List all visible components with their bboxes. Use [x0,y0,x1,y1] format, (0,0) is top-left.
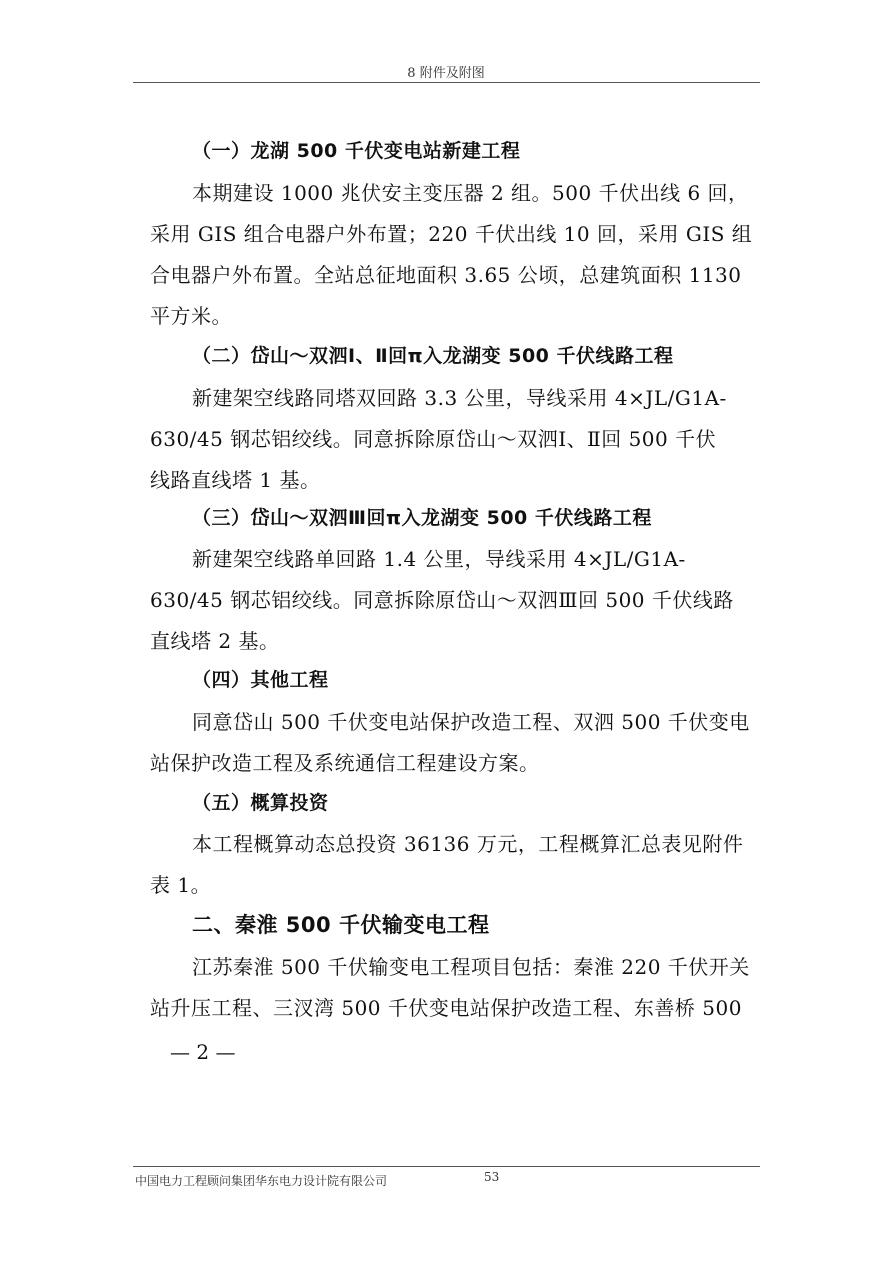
paragraph-line: 平方米。 [150,304,232,328]
footer-rule [133,1166,760,1167]
paragraph-line: 江苏秦淮 500 千伏输变电工程项目包括：秦淮 220 千伏开关 [192,955,750,979]
paragraph-line: 表 1。 [150,873,212,897]
paragraph-line: 同意岱山 500 千伏变电站保护改造工程、双泗 500 千伏变电 [192,710,750,734]
subheading: （四）其他工程 [192,669,329,691]
paragraph-line: 本期建设 1000 兆伏安主变压器 2 组。500 千伏出线 6 回， [192,181,749,205]
paragraph-line: 合电器户外布置。全站总征地面积 3.65 公顷，总建筑面积 1130 [150,263,742,287]
header-rule [133,82,760,83]
paragraph-line: 站保护改造工程及系统通信工程建设方案。 [150,751,540,775]
footer-page-number: 53 [484,1170,500,1184]
paragraph-line: 采用 GIS 组合电器户外布置；220 千伏出线 10 回，采用 GIS 组 [150,222,753,246]
paragraph-line: 630/45 钢芯铝绞线。同意拆除原岱山～双泗Ⅲ回 500 千伏线路 [150,588,734,612]
paragraph-line: 本工程概算动态总投资 36136 万元，工程概算汇总表见附件 [192,832,744,856]
paragraph-line: 新建架空线路单回路 1.4 公里，导线采用 4×JL/G1A- [192,547,686,571]
section-heading: 二、秦淮 500 千伏输变电工程 [192,913,490,937]
paragraph-line: 新建架空线路同塔双回路 3.3 公里，导线采用 4×JL/G1A- [192,386,727,410]
paragraph-line: 630/45 钢芯铝绞线。同意拆除原岱山～双泗Ⅰ、Ⅱ回 500 千伏 [150,427,717,451]
paragraph-line: 站升压工程、三汊湾 500 千伏变电站保护改造工程、东善桥 500 [150,996,742,1020]
subheading: （二）岱山～双泗Ⅰ、Ⅱ回π入龙湖变 500 千伏线路工程 [192,345,674,367]
footer-organization: 中国电力工程顾问集团华东电力设计院有限公司 [135,1174,388,1188]
header-title: 8 附件及附图 [407,66,485,81]
page-number: — 2 — [170,1040,236,1064]
paragraph-line: 直线塔 2 基。 [150,629,280,653]
subheading: （一）龙湖 500 千伏变电站新建工程 [192,140,521,162]
paragraph-line: 线路直线塔 1 基。 [150,468,321,492]
subheading: （五）概算投资 [192,792,329,814]
subheading: （三）岱山～双泗Ⅲ回π入龙湖变 500 千伏线路工程 [192,507,652,529]
